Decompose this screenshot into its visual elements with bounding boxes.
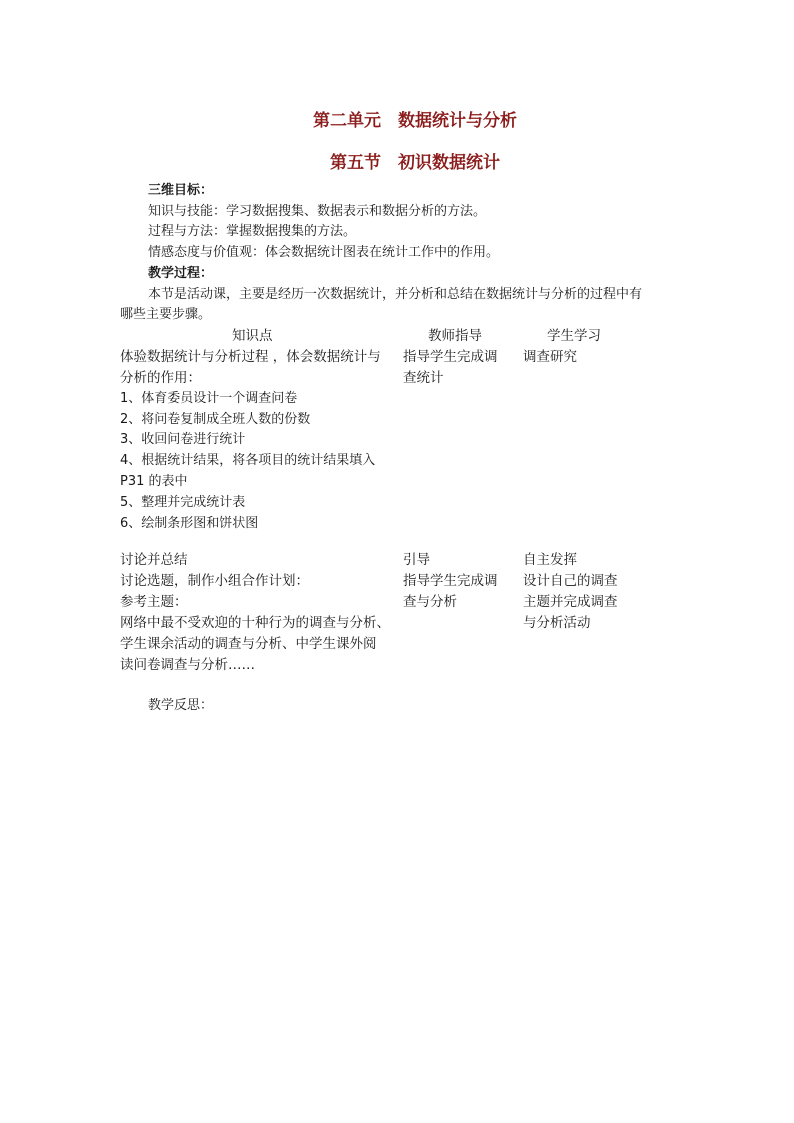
process-intro-line1: 本节是活动课，主要是经历一次数据统计，并分析和总结在数据统计与分析的过程中有: [148, 287, 643, 302]
row1-teacher-line: 查统计: [403, 370, 444, 386]
row1-knowledge-step: 6、绘制条形图和饼状图: [120, 516, 259, 531]
row1-teacher-line: 指导学生完成调: [403, 349, 498, 365]
objective-knowledge: 知识与技能：学习数据搜集、数据表示和数据分析的方法。: [148, 204, 487, 219]
header-knowledge: 知识点: [232, 328, 273, 344]
objective-emotion: 情感态度与价值观：体会数据统计图表在统计工作中的作用。: [148, 245, 500, 260]
process-intro-line2: 哪些主要步骤。: [120, 307, 212, 322]
row2-knowledge-line: 参考主题：: [120, 594, 188, 610]
process-heading: 教学过程：: [148, 266, 214, 281]
section-title: 第五节 初识数据统计: [330, 153, 500, 173]
row1-knowledge-step: 3、收回问卷进行统计: [120, 432, 246, 447]
row1-knowledge-line: 分析的作用：: [120, 370, 201, 386]
row2-knowledge-line: 网络中最不受欢迎的十种行为的调查与分析、: [120, 615, 390, 631]
row2-knowledge-line: 讨论并总结: [120, 552, 188, 568]
row1-knowledge-line: 体验数据统计与分析过程 ，体会数据统计与: [120, 349, 381, 365]
row1-knowledge-step: P31 的表中: [120, 474, 188, 489]
header-student: 学生学习: [547, 328, 601, 344]
row1-knowledge-step: 4、根据统计结果，将各项目的统计结果填入: [120, 453, 376, 468]
row2-student-line: 设计自己的调查: [523, 573, 618, 589]
reflection-label: 教学反思：: [148, 698, 214, 713]
row1-student-line: 调查研究: [523, 349, 577, 365]
row1-knowledge-step: 5、整理并完成统计表: [120, 495, 246, 510]
row2-student-line: 主题并完成调查: [523, 594, 618, 610]
objective-process: 过程与方法：掌握数据搜集的方法。: [148, 224, 357, 239]
row1-knowledge-step: 1、体育委员设计一个调查问卷: [120, 391, 298, 406]
row2-teacher-line: 引导: [403, 552, 430, 568]
objectives-heading: 三维目标：: [148, 183, 214, 198]
row2-knowledge-line: 学生课余活动的调查与分析、中学生课外阅: [120, 636, 377, 652]
row2-knowledge-line: 读问卷调查与分析……: [120, 657, 255, 673]
row2-student-line: 与分析活动: [523, 615, 591, 631]
row2-teacher-line: 指导学生完成调: [403, 573, 498, 589]
row2-teacher-line: 查与分析: [403, 594, 457, 610]
row1-knowledge-step: 2、将问卷复制成全班人数的份数: [120, 412, 311, 427]
row2-student-line: 自主发挥: [523, 552, 577, 568]
row2-knowledge-line: 讨论选题，制作小组合作计划：: [120, 573, 309, 589]
unit-title: 第二单元 数据统计与分析: [313, 111, 517, 131]
header-teacher: 教师指导: [428, 328, 482, 344]
